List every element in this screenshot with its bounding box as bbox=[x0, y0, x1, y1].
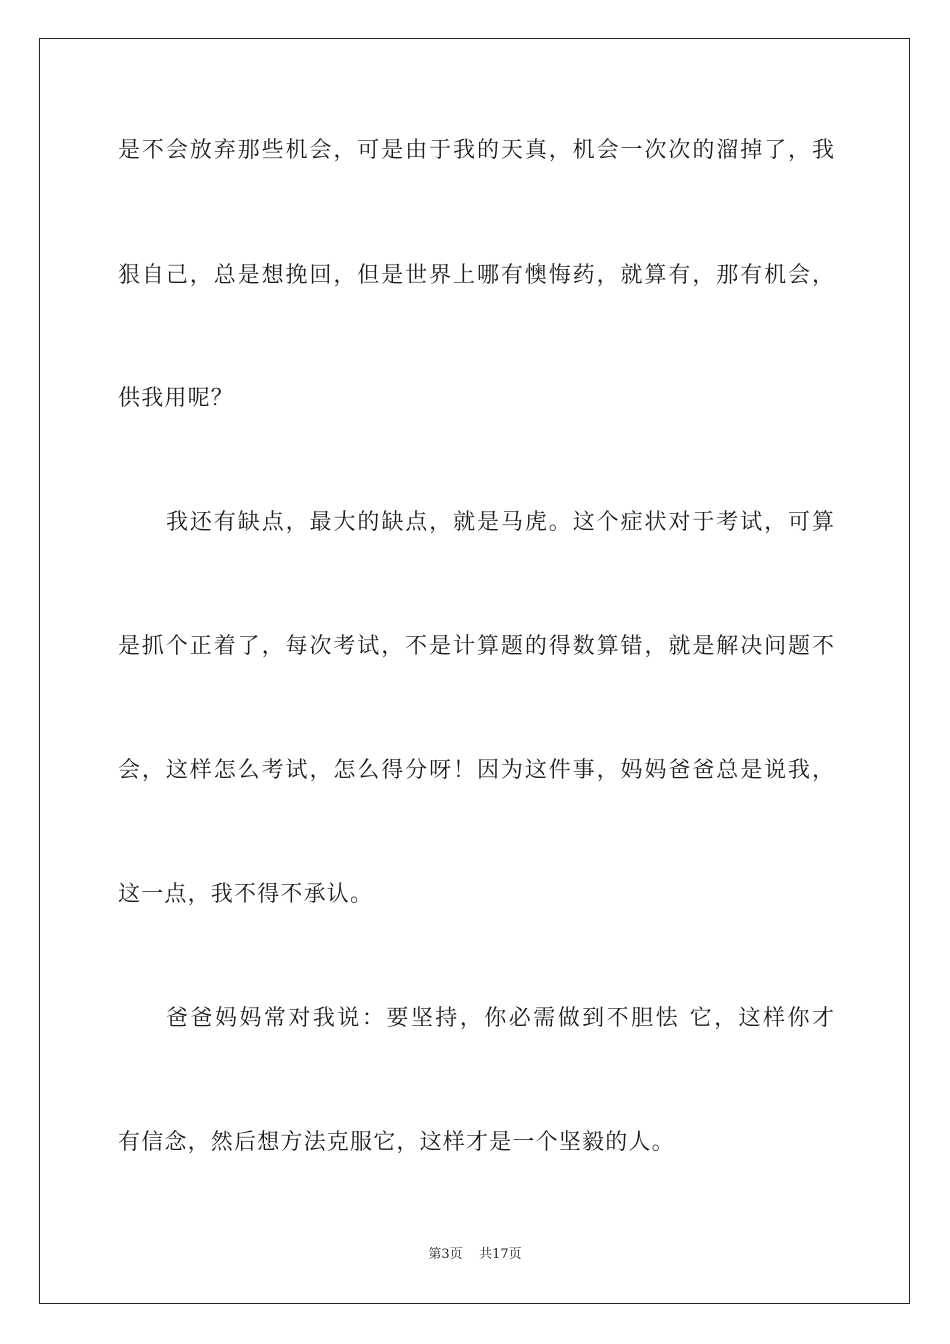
text-line: 是抓个正着了，每次考试，不是计算题的得数算错，就是解决问题不 bbox=[118, 634, 834, 659]
page-number: 第3页 bbox=[428, 1247, 463, 1262]
text-line: 狠自己，总是想挽回，但是世界上哪有懊悔药，就算有，那有机会， bbox=[118, 263, 834, 288]
paragraph-first-line: 爸爸妈妈常对我说：要坚持，你必需做到不胆怯 它，这样你才 bbox=[166, 1006, 834, 1031]
text-line: 是不会放弃那些机会，可是由于我的天真，机会一次次的溜掉了，我 bbox=[118, 138, 834, 163]
paragraph-first-line: 我还有缺点，最大的缺点，就是马虎。这个症状对于考试，可算 bbox=[166, 510, 834, 535]
page-total: 共17页 bbox=[479, 1247, 522, 1262]
footer-spacer bbox=[463, 1247, 480, 1262]
text-line: 会，这样怎么考试，怎么得分呀！因为这件事，妈妈爸爸总是说我， bbox=[118, 758, 834, 783]
text-line: 这一点，我不得不承认。 bbox=[118, 882, 374, 907]
text-line: 有信念，然后想方法克服它，这样才是一个坚毅的人。 bbox=[118, 1130, 675, 1155]
text-line: 供我用呢？ bbox=[118, 386, 235, 411]
page-border bbox=[39, 38, 910, 1304]
page-footer bbox=[0, 1246, 950, 1264]
